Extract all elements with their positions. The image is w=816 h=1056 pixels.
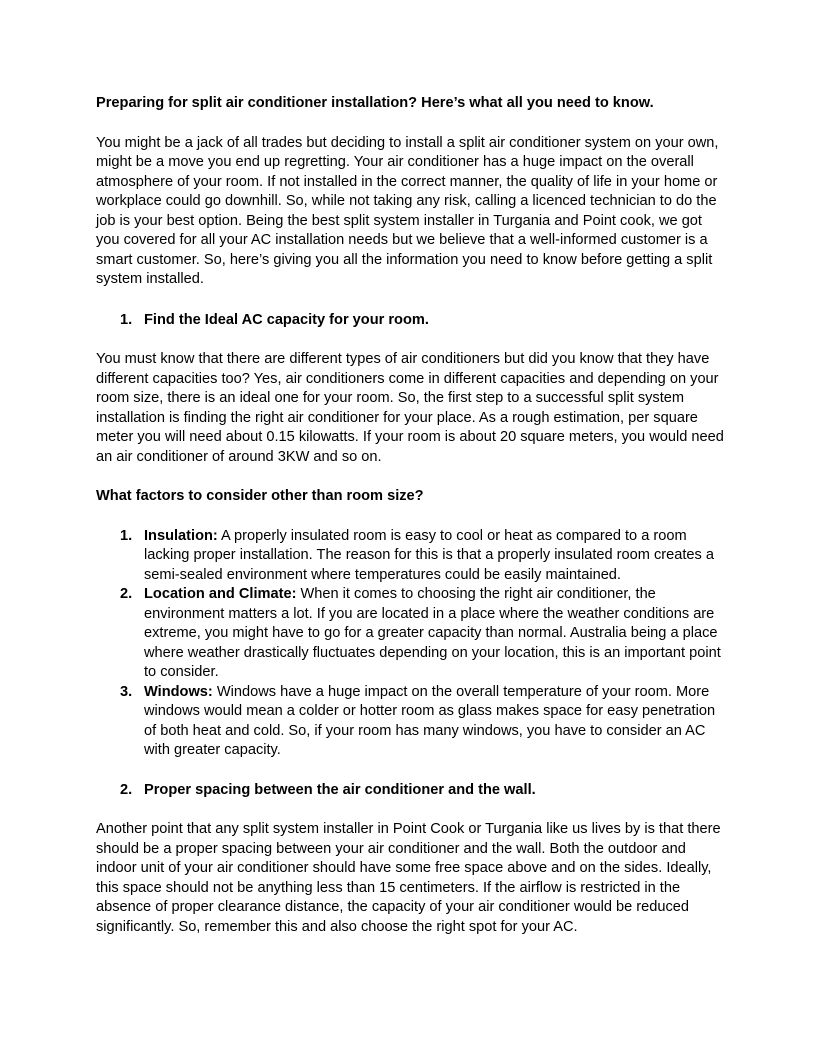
section-2-number: 2. (120, 781, 133, 798)
section-1-heading-item (96, 311, 724, 331)
section-1-number: 1. (120, 311, 133, 328)
factor-item-windows (96, 683, 724, 761)
factor-label: Insulation: (144, 527, 218, 544)
section-1-list (96, 311, 724, 331)
factor-item-insulation (96, 527, 724, 586)
factor-label: Location and Climate: (144, 586, 297, 602)
intro-paragraph: You might be a jack of all trades but deciding to install a split air conditioner system on your own, might be a move you end up regretting. Your air conditioner has a huge impact on the overall atmosphere of your room. If not installed in the correct manner, the quality of life in your home or workplace could go downhill. So, while not taking any risk, calling a licenced technician to do the job is your best option. Being the best split system installer in Turgania and Point cook, we got you covered for all your AC installation needs but we believe that a well-informed customer is a smart customer. So, here’s giving you all the information you need to know before getting a split system installed. (96, 134, 719, 287)
factor-number: 1. (120, 527, 133, 544)
section-2-heading-item (96, 781, 724, 801)
factor-text: A properly insulated room is easy to cool or heat as compared to a room lacking proper installation. The reason for this is that a properly insulated room creates a semi-sealed environment where temperatures could be easily maintained. (144, 527, 714, 583)
factors-heading: What factors to consider other than room size? (96, 488, 424, 504)
factor-label: Windows: (144, 683, 213, 700)
section-1-body: You must know that there are different types of air conditioners but did you know that they have different capacities too? Yes, air conditioners come in different capacities and depending on your room size, there is an ideal one for your room. So, the first step to a successful split system installation is finding the right air conditioner for your place. As a rough estimation, per square meter you will need about 0.15 kilowatts. If your room is about 20 square meters, you would need an air conditioner of around 3KW and so on. (96, 351, 724, 465)
section-2-list (96, 781, 724, 801)
section-1-heading: Find the Ideal AC capacity for your room. (144, 311, 429, 328)
factor-item-location-climate (96, 585, 724, 683)
document-page (96, 94, 724, 937)
section-2-body: Another point that any split system installer in Point Cook or Turgania like us lives by is that there should be a proper spacing between your air conditioner and the wall. Both the outdoor and indoor unit of your air conditioner should have some free space above and on the sides. Ideally, this space should not be anything less than 15 centimeters. If the airflow is restricted in the absence of proper clearance distance, the capacity of your air conditioner would be reduced significantly. So, remember this and also choose the right spot for your AC. (96, 821, 721, 935)
document-title: Preparing for split air conditioner installation? Here’s what all you need to know. (96, 95, 654, 111)
section-2-heading: Proper spacing between the air conditioner and the wall. (144, 781, 536, 798)
factor-number: 3. (120, 683, 133, 700)
factor-text: Windows have a huge impact on the overall temperature of your room. More windows would mean a colder or hotter room as glass makes space for easy penetration of both heat and cold. So, if your room has many windows, you have to consider an AC with greater capacity. (144, 683, 716, 758)
factor-text: When it comes to choosing the right air conditioner, the environment matters a lot. If you are located in a place where the weather conditions are extreme, you might have to go for a greater capacity than normal. Australia being a place where weather drastically fluctuates depending on your location, this is an important point to consider. (144, 586, 721, 680)
factor-number: 2. (120, 586, 133, 602)
factors-list (96, 527, 724, 761)
